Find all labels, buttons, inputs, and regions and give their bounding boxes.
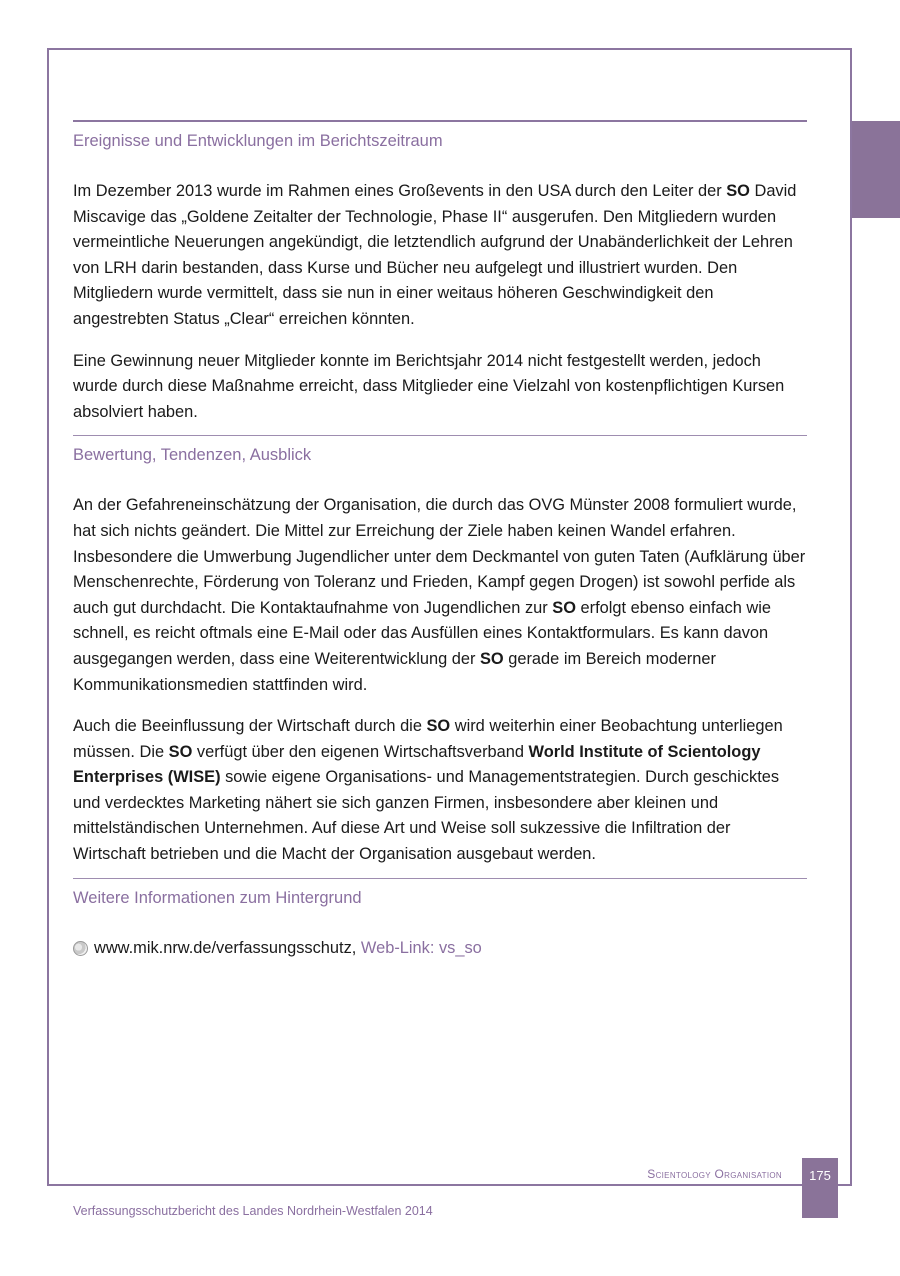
text-run: sowie eigene Organisations- und Managementstrategien. Durch geschicktes und verdecktes Marketing nähert sie sich ganzen Firmen, insbesondere aber kleinen und mittelständischen Unternehmen. Auf diese Art und Weise soll sukzessive die Infiltration der Wirtschaft betrieben und die Macht der Organisation ausgebaut werden. <box>73 768 780 864</box>
web-link[interactable]: Web-Link: vs_so <box>360 938 482 957</box>
section-title-bewertung: Bewertung, Tendenzen, Ausblick <box>73 446 312 465</box>
section-rule <box>73 120 807 122</box>
bold-text: SO <box>552 598 576 617</box>
text-run: An der Gefahreneinschätzung der Organisation, die durch das OVG Münster 2008 formuliert wurde, hat sich nichts geändert. Die Mittel zur Erreichung der Ziele haben keinen Wandel erfahren. Insbesondere die Umwerbung Jugendlicher unter dem Deckmantel von guten Taten (Aufklärung über Menschenrechte, Förderung von Toleranz und Frieden, Kampf gegen Drogen) ist sowohl perfide als auch gut durchdacht. Die Kontaktaufnahme von Jugendlichen zur <box>73 496 806 617</box>
text-run: Eine Gewinnung neuer Mitglieder konnte im Berichtsjahr 2014 nicht festgestellt werden, jedoch wurde durch diese Maßnahme erreicht, dass Mitglieder eine Vielzahl von kostenpflichtigen Kursen absolviert haben. <box>73 351 785 421</box>
globe-icon <box>73 941 88 956</box>
page-number: 175 <box>802 1158 838 1218</box>
paragraph <box>73 714 807 868</box>
text-run: David Miscavige das „Goldene Zeitalter der Technologie, Phase II“ ausgerufen. Den Mitgliedern wurden vermeintliche Neuerungen angekündigt, die letztendlich aufgrund der Unabänderlichkeit der Lehren von LRH darin bestanden, dass Kurse und Bücher neu aufgelegt und illustriert wurden. Den Mitgliedern wurde vermittelt, dass sie nun in einer weitaus höheren Geschwindigkeit den angestrebten Status „Clear“ erreichen könnten. <box>73 182 797 328</box>
paragraph <box>73 493 807 698</box>
bold-text: SO <box>168 742 193 761</box>
paragraph <box>73 349 807 426</box>
bold-text: SO <box>480 649 504 668</box>
web-link-line <box>73 936 807 962</box>
paragraph <box>73 179 807 333</box>
bold-text: SO <box>426 717 451 736</box>
main-content <box>73 120 807 961</box>
footer-section-name: Scientology Organisation <box>647 1167 782 1181</box>
text-run: erfolgt ebenso einfach wie schnell, es reicht oftmals eine E-Mail oder das Ausfüllen eines Kontaktformulars. Es kann davon ausgegangen werden, dass eine Weiterentwicklung der <box>73 598 771 668</box>
url-text[interactable]: www.mik.nrw.de/verfassungsschutz, <box>94 938 357 957</box>
text-run: gerade im Bereich moderner Kommunikationsmedien stattfinden wird. <box>73 649 716 694</box>
text-run: verfügt über den eigenen Wirtschaftsverband <box>192 742 529 761</box>
text-run: wird weiterhin einer Beobachtung unterliegen müssen. Die <box>73 717 783 761</box>
text-run: Auch die Beeinflussung der Wirtschaft durch die <box>73 717 427 736</box>
bold-text: SO <box>726 182 750 200</box>
chapter-side-tab <box>852 121 900 218</box>
section-title-weitere: Weitere Informationen zum Hintergrund <box>73 888 362 907</box>
section-rule <box>73 435 807 436</box>
section-title-ereignisse: Ereignisse und Entwicklungen im Berichtszeitraum <box>73 132 443 150</box>
section-rule <box>73 878 807 879</box>
footer-report-title: Verfassungsschutzbericht des Landes Nordrhein-Westfalen 2014 <box>73 1204 433 1218</box>
bold-text: World Institute of Scientology Enterprises (WISE) <box>73 742 761 787</box>
text-run: Im Dezember 2013 wurde im Rahmen eines Großevents in den USA durch den Leiter der <box>73 182 727 200</box>
